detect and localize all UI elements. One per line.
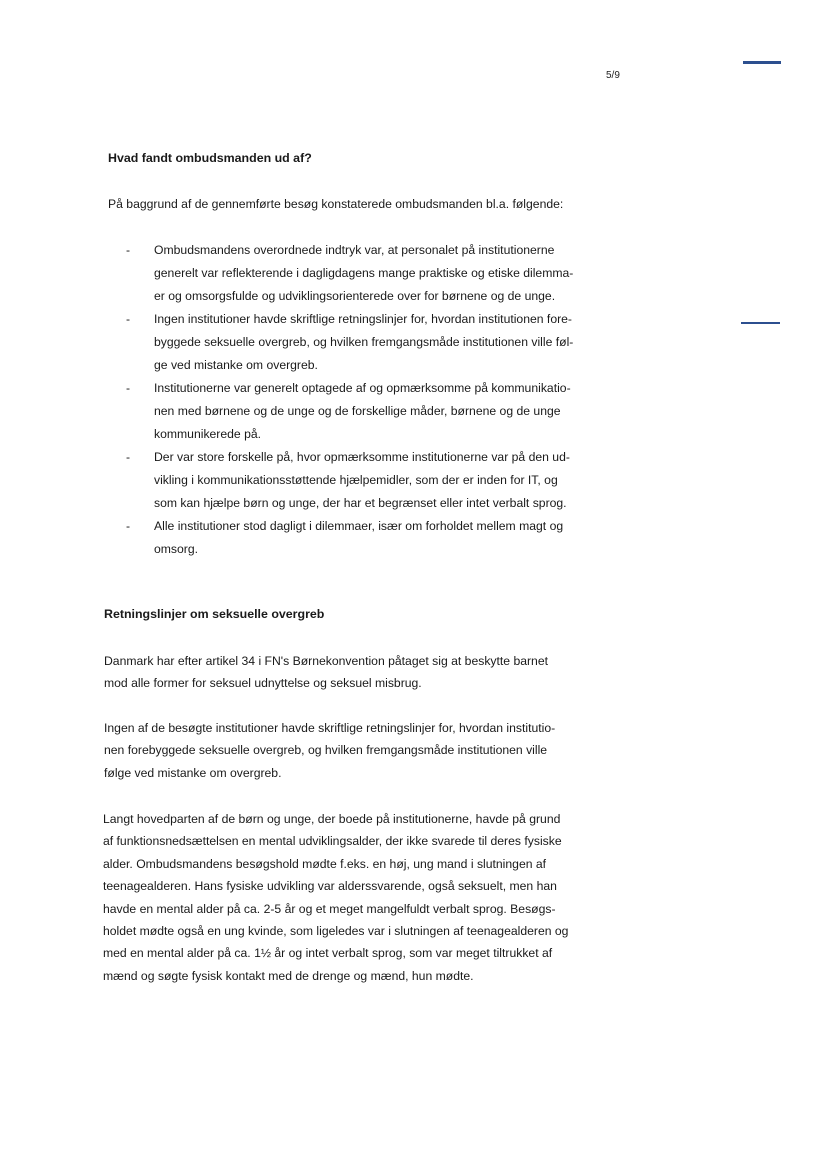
bullet-text: Institutionerne var generelt optagede af og opmærksomme på kommunikatio- nen med børnene og de unge og de forskellige måder, børnene og de unge kommunikerede på. [154, 381, 571, 441]
bullet-dash: - [126, 243, 131, 257]
list-item [126, 515, 626, 561]
bullet-dash: - [126, 312, 131, 326]
bullet-dash: - [126, 519, 131, 533]
bullet-dash: - [126, 381, 131, 395]
list-item [126, 308, 626, 377]
findings-intro: På baggrund af de gennemførte besøg konstaterede ombudsmanden bl.a. følgende: [108, 197, 564, 211]
bullet-text: Der var store forskelle på, hvor opmærksomme institutionerne var på den ud- vikling i kommunikationsstøttende hjælpemidler, som der er inden for IT, og som kan hjælpe børn og unge, der har et begrænset eller intet verbalt sprog. [154, 450, 570, 510]
list-item [126, 377, 626, 446]
section-heading-guidelines: Retningslinjer om seksuelle overgreb [104, 607, 325, 621]
paragraph-mental-age: Langt hovedparten af de børn og unge, der boede på institutionerne, havde på grund af funktionsnedsættelsen en mental udviklingsalder, der ikke svarede til deres fysiske alder. Ombudsmandens besøgshold mødte f.eks. en høj, ung mand i slutningen af teenagealderen. Hans fysiske udvikling var alderssvarende, også seksuelt, men han havde en mental alder på ca. 2-5 år og et meget mangelfuldt verbalt sprog. Besøgs- holdet mødte også en ung kvinde, som ligeledes var i slutningen af teenagealderen og med en mental alder på ca. 1½ år og intet verbalt sprog, som var meget tiltrukket af mænd og søgte fysisk kontakt med de drenge og mænd, hun mødte. [103, 812, 569, 983]
bullet-text: Ombudsmandens overordnede indtryk var, at personalet på institutionerne generelt var reflekterende i dagligdagens mange praktiske og etiske dilemma- er og omsorgsfulde og udviklingsorienterede over for børnene og de unge. [154, 243, 574, 303]
paragraph-no-guidelines: Ingen af de besøgte institutioner havde skriftlige retningslinjer for, hvordan institutio- nen forebyggede seksuelle overgreb, og hvilken fremgangsmåde institutionen ville følge ved mistanke om overgreb. [104, 721, 556, 780]
section-heading-findings: Hvad fandt ombudsmanden ud af? [108, 151, 312, 165]
page-number: 5/9 [606, 70, 620, 81]
bullet-text: Alle institutioner stod dagligt i dilemmaer, især om forholdet mellem magt og omsorg. [154, 519, 564, 556]
paragraph-convention: Danmark har efter artikel 34 i FN's Børnekonvention påtaget sig at beskytte barnet mod alle former for seksuel udnyttelse og seksuel misbrug. [104, 654, 549, 691]
list-item [126, 239, 626, 308]
bullet-dash: - [126, 450, 131, 464]
findings-bullet-list [126, 239, 626, 561]
list-item [126, 446, 626, 515]
margin-rule-top [743, 61, 781, 64]
margin-rule-middle [741, 322, 780, 324]
bullet-text: Ingen institutioner havde skriftlige retningslinjer for, hvordan institutionen fore- byggede seksuelle overgreb, og hvilken fremgangsmåde institutionen ville føl- ge ved mistanke om overgreb. [154, 312, 574, 372]
